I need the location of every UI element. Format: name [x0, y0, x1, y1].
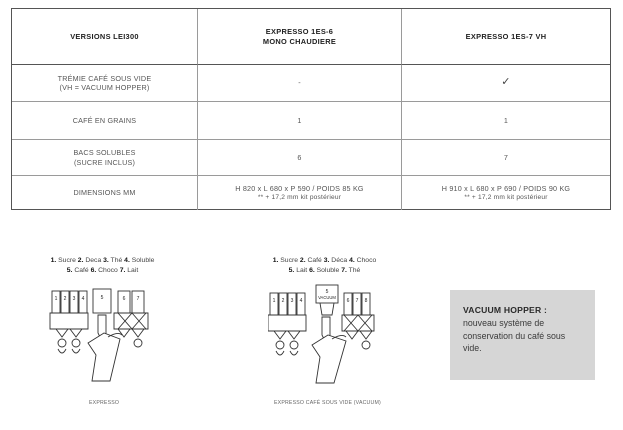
bin	[118, 291, 130, 313]
nozzle	[276, 351, 298, 355]
mixer-funnel	[56, 329, 68, 337]
legend-num: 1.	[272, 257, 279, 264]
legend-text: Thé	[108, 257, 125, 264]
legend-num: 7.	[119, 266, 126, 274]
row-value-cell	[402, 176, 610, 210]
legend-text: Déca	[329, 257, 350, 264]
header-expresso-1es7vh	[402, 9, 610, 65]
legend-num: 2.	[299, 257, 306, 264]
whipper	[276, 341, 284, 349]
mixer-funnel	[118, 329, 130, 337]
header-versions-label: VERSIONS LEI300	[70, 31, 139, 41]
right-legend-line-1	[262, 256, 387, 266]
row-value: 1	[297, 115, 302, 125]
row-label-line: BACS SOLUBLES	[73, 148, 136, 157]
legend-text: Lait	[125, 266, 139, 274]
bin-number: 4	[81, 296, 85, 302]
whipper	[58, 339, 66, 347]
row-value-cell	[198, 102, 402, 140]
header-expresso-1es6	[198, 9, 402, 65]
vacuum-hopper-label: VACUUM	[318, 295, 336, 300]
chute	[132, 313, 146, 329]
chassis	[114, 313, 148, 329]
hand-illustration	[312, 335, 346, 383]
legend-num: 4.	[349, 257, 355, 264]
bin	[52, 291, 60, 313]
row-label-line: TRÉMIE CAFÉ SOUS VIDE	[57, 73, 152, 83]
nozzle	[58, 349, 80, 353]
hand-illustration	[88, 333, 120, 381]
chassis	[268, 315, 306, 331]
whipper	[134, 339, 142, 347]
row-value: -	[298, 78, 301, 88]
bin-number: 7	[355, 298, 359, 304]
bin-number: 3	[290, 298, 294, 304]
legend-text: Thé	[346, 266, 361, 274]
mixer-funnel	[132, 329, 144, 337]
row-value: 6	[297, 152, 302, 162]
mixer-funnel	[346, 331, 358, 339]
legend-num: 3.	[103, 257, 109, 264]
legend-text: Café	[305, 257, 324, 264]
chute	[344, 315, 372, 331]
bin	[344, 293, 352, 315]
row-value: H 820 x L 680 x P 590 / POIDS 85 KG	[235, 184, 364, 193]
row-value-cell	[198, 176, 402, 210]
callout-body: nouveau système de conservation du café sous vide.	[463, 318, 566, 354]
bin	[297, 293, 305, 315]
bin-number: 6	[122, 296, 126, 302]
bin	[288, 293, 296, 315]
row-value-note: ** + 17,2 mm kit postérieur	[257, 193, 342, 201]
row-value-cell	[402, 102, 610, 140]
left-diagram-caption: EXPRESSO	[89, 400, 120, 406]
expresso-vacuum-machine-diagram	[268, 283, 380, 385]
check-icon: ✓	[501, 76, 511, 89]
right-legend-line-2	[262, 266, 387, 276]
whipper	[362, 341, 370, 349]
left-legend	[40, 256, 165, 275]
mixer-funnel	[274, 331, 286, 339]
row-value-cell	[402, 65, 610, 102]
bin	[279, 293, 287, 315]
chassis	[50, 313, 88, 329]
row-label-tremie	[12, 65, 198, 102]
header-mono-chaudiere-label: MONO CHAUDIERE	[262, 36, 337, 46]
bin	[362, 293, 370, 315]
mixer-funnel	[70, 329, 82, 337]
bin-number: 6	[346, 298, 350, 304]
legend-num: 3.	[323, 257, 330, 264]
vacuum-hopper-callout	[450, 290, 595, 380]
legend-num: 6.	[309, 266, 315, 274]
left-legend-line-2	[40, 266, 165, 276]
row-value: 7	[503, 152, 509, 162]
bin	[79, 291, 87, 313]
row-label-line: (SUCRE INCLUS)	[73, 157, 136, 167]
legend-text: Deca	[83, 257, 104, 264]
row-value-cell	[198, 140, 402, 176]
right-diagram-caption: EXPRESSO CAFÉ SOUS VIDE (VACUUM)	[274, 400, 381, 406]
row-label-cafe-grains	[12, 102, 198, 140]
bin-number: 4	[299, 298, 303, 304]
row-label-bacs-solubles	[12, 140, 198, 176]
bin	[270, 293, 278, 315]
legend-text: Lait	[294, 266, 310, 274]
row-label-line: (VH = VACUUM HOPPER)	[59, 83, 150, 92]
legend-num: 2.	[77, 257, 84, 264]
mixer-funnel	[360, 331, 372, 339]
legend-num: 1.	[50, 257, 57, 264]
header-expresso-1es7vh-label: EXPRESSO 1ES-7 VH	[465, 31, 547, 41]
row-value-note: ** + 17,2 mm kit postérieur	[464, 193, 548, 201]
row-value-cell	[198, 65, 402, 102]
chassis	[342, 315, 374, 331]
spec-table	[11, 8, 611, 210]
expresso-machine-diagram	[48, 285, 160, 385]
row-label-line: CAFÉ EN GRAINS	[72, 115, 137, 125]
bin-number: 5	[100, 295, 104, 301]
whipper	[72, 339, 80, 347]
bin-number: 1	[54, 296, 58, 302]
left-legend-line-1	[40, 256, 165, 266]
vacuum-hopper-neck	[320, 303, 334, 315]
bin	[353, 293, 361, 315]
legend-text: Soluble	[314, 266, 342, 274]
legend-text: Sucre	[278, 257, 300, 264]
bin-number: 2	[281, 298, 285, 304]
bin-number: 7	[136, 296, 140, 302]
row-label-line: DIMENSIONS MM	[73, 188, 136, 198]
row-value: H 910 x L 680 x P 690 / POIDS 90 KG	[441, 184, 571, 193]
legend-text: Café	[72, 266, 91, 274]
legend-text: Choco	[96, 266, 120, 274]
header-expresso-1es6-label: EXPRESSO 1ES-6	[265, 27, 334, 36]
bin	[70, 291, 78, 313]
bin-number: 2	[63, 296, 67, 302]
legend-num: 4.	[124, 257, 130, 264]
mixer-funnel	[288, 331, 300, 339]
callout-title: VACUUM HOPPER :	[463, 305, 548, 315]
chute	[118, 313, 132, 329]
bin	[132, 291, 144, 313]
bin	[61, 291, 69, 313]
legend-text: Soluble	[129, 257, 155, 264]
header-versions	[12, 9, 198, 65]
legend-num: 6.	[90, 266, 97, 274]
row-value: 1	[503, 115, 509, 125]
right-legend	[262, 256, 387, 275]
coffee-bin	[93, 289, 111, 313]
row-value-cell	[402, 140, 610, 176]
legend-num: 7.	[341, 266, 347, 274]
legend-num: 5.	[66, 266, 73, 274]
legend-text: Sucre	[56, 257, 78, 264]
legend-text: Choco	[354, 257, 377, 264]
bin-number: 3	[72, 296, 76, 302]
row-label-dimensions	[12, 176, 198, 210]
bin-number: 1	[272, 298, 276, 304]
vacuum-hopper-number: 5	[325, 289, 329, 295]
whipper	[290, 341, 298, 349]
bin-number: 8	[364, 298, 368, 304]
legend-num: 5.	[288, 266, 295, 274]
